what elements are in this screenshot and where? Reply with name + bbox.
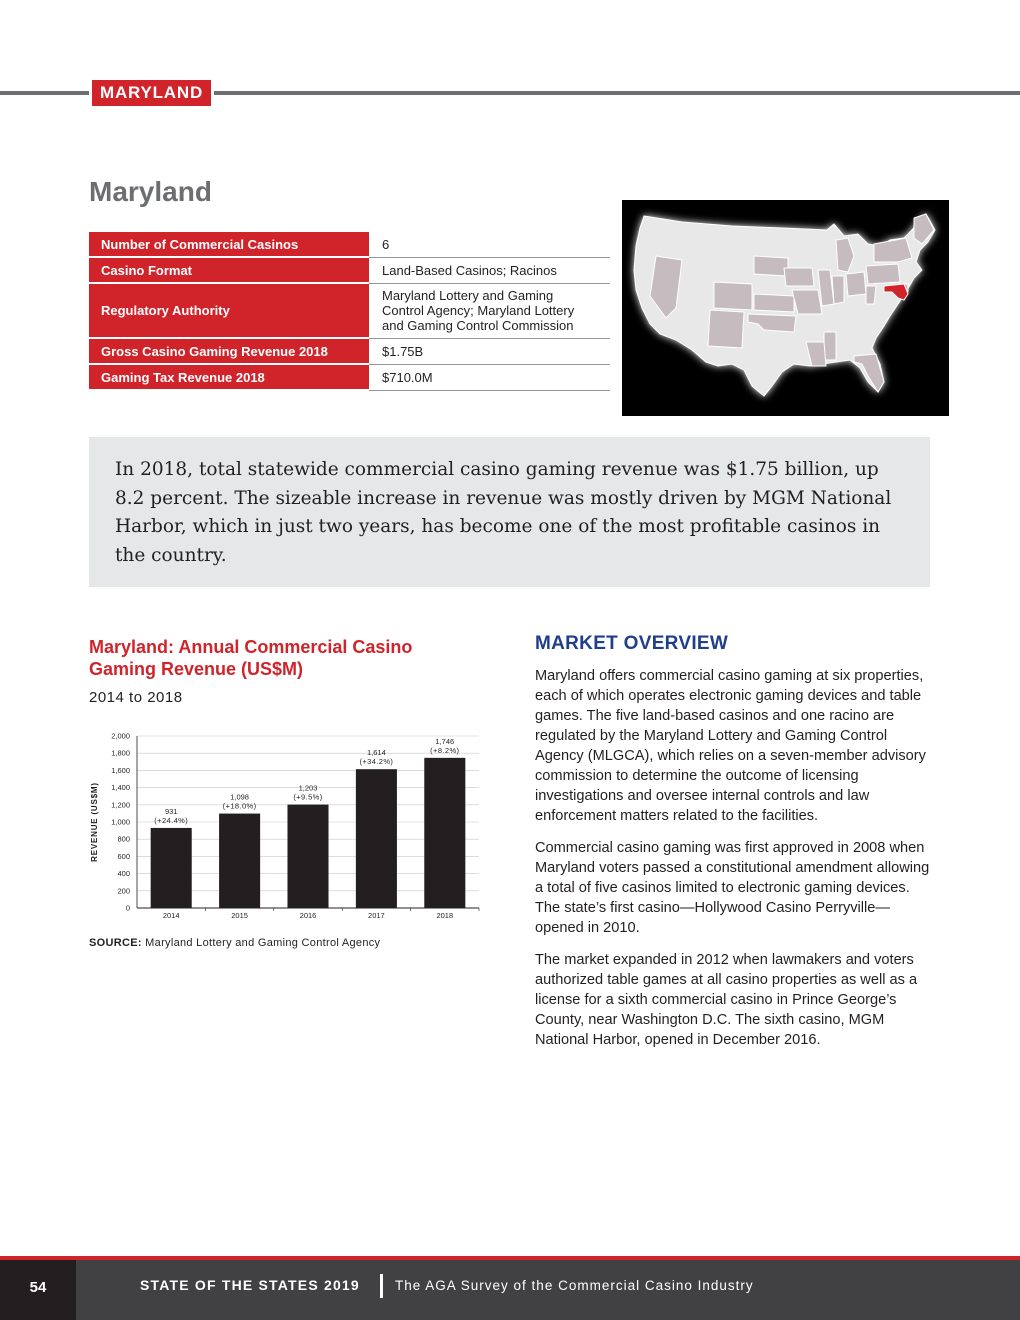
bar-2017	[356, 769, 397, 908]
value-label: 931	[164, 806, 178, 816]
page-title: Maryland	[89, 176, 212, 207]
callout-summary: In 2018, total statewide commercial casino gaming revenue was $1.75 billion, up 8.2 percent. The sizeable increase in revenue was mostly driven by MGM National Harbor, which in just two years, has become one of the most profitable casinos in the country.	[89, 437, 930, 587]
value-label: 1,614	[367, 748, 386, 758]
bar-2016	[287, 805, 328, 908]
market-overview-heading: MARKET OVERVIEW	[535, 633, 729, 654]
value-label: 1,746	[435, 736, 455, 746]
state-pennsylvania	[866, 264, 900, 284]
footer-title: STATE OF THE STATES 2019	[140, 1277, 360, 1293]
y-tick-label: 200	[117, 886, 130, 896]
overview-paragraph: Maryland offers commercial casino gaming at six properties, each of which operates electronic gaming devices and table games. The five land-based casinos and one racino are regulated by the Maryland Lottery and Gaming Control Agency (MLGCA), which relies on a seven-member advisory commission to determine the outcome of licensing investigations and oversee internal controls and law enforcement matters related to the facilities.	[535, 668, 926, 824]
y-tick-label: 1,800	[111, 748, 130, 758]
overview-paragraph: Commercial casino gaming was first approved in 2008 when Maryland voters passed a constitutional amendment allowing a total of five casinos limited to electronic gaming devices. The state’s first casino—Hollywood Casino Perryville—opened in 2010.	[535, 840, 930, 936]
revenue-bar-chart	[89, 728, 489, 928]
facts-row	[89, 283, 610, 338]
state-south-dakota	[754, 256, 788, 276]
fact-label: Gross Casino Gaming Revenue 2018	[89, 338, 369, 364]
footer-separator	[380, 1274, 383, 1298]
state-indiana	[832, 276, 844, 304]
state-ohio	[846, 272, 866, 296]
change-label: (+8.2%)	[430, 745, 460, 755]
fact-label: Gaming Tax Revenue 2018	[89, 364, 369, 390]
state-west-virginia	[866, 286, 876, 304]
facts-row	[89, 232, 610, 257]
facts-table	[89, 232, 610, 391]
fact-value: Land-Based Casinos; Racinos	[369, 257, 610, 283]
source-label: SOURCE:	[89, 937, 142, 949]
state-iowa	[784, 268, 814, 286]
chart-source	[89, 937, 380, 949]
change-label: (+34.2%)	[359, 757, 394, 767]
state-mississippi	[824, 332, 836, 360]
state-kansas	[754, 294, 794, 312]
value-label: 1,203	[298, 783, 318, 793]
bar-2015	[219, 814, 260, 908]
state-tag: MARYLAND	[89, 80, 214, 106]
y-tick-label: 1,600	[111, 765, 130, 775]
chart-subtitle: 2014 to 2018	[89, 689, 183, 706]
x-tick-label: 2016	[299, 911, 317, 920]
y-tick-label: 1,000	[111, 817, 130, 827]
x-tick-label: 2017	[368, 911, 385, 920]
y-axis-label: REVENUE (US$M)	[90, 782, 99, 862]
facts-row	[89, 257, 610, 283]
overview-paragraph: The market expanded in 2012 when lawmakers and voters authorized table games at all casino properties as well as a license for a sixth commercial casino in Prince George’s County, near Washington D.C. The sixth casino, MGM National Harbor, opened in December 2016.	[535, 952, 918, 1048]
y-tick-label: 600	[117, 851, 130, 861]
x-tick-label: 2018	[436, 911, 454, 920]
state-new-york	[874, 238, 912, 262]
y-tick-label: 0	[125, 903, 130, 913]
y-tick-label: 800	[117, 834, 130, 844]
bar-2018	[424, 758, 465, 908]
source-text: Maryland Lottery and Gaming Control Agency	[141, 937, 381, 949]
chart-title: Maryland: Annual Commercial Casino Gaming Revenue (US$M)	[89, 637, 413, 679]
state-florida	[854, 354, 884, 392]
y-tick-label: 2,000	[111, 731, 130, 741]
fact-label: Regulatory Authority	[89, 283, 369, 338]
fact-value: $1.75B	[369, 338, 610, 364]
x-tick-label: 2014	[162, 911, 180, 920]
facts-row	[89, 364, 610, 390]
change-label: (+9.5%)	[293, 792, 323, 802]
fact-label: Number of Commercial Casinos	[89, 232, 369, 257]
state-maine	[914, 214, 934, 244]
us-map-graphic	[622, 200, 949, 416]
page-number: 54	[0, 1260, 76, 1320]
change-label: (+18.0%)	[222, 801, 257, 811]
fact-label: Casino Format	[89, 257, 369, 283]
value-label: 1,098	[230, 792, 249, 802]
y-tick-label: 400	[117, 869, 130, 879]
fact-value: Maryland Lottery and Gaming Control Agency; Maryland Lottery and Gaming Control Commission	[369, 283, 610, 338]
us-map	[622, 200, 949, 416]
change-label: (+24.4%)	[154, 815, 189, 825]
x-tick-label: 2015	[231, 911, 248, 920]
footer	[0, 1260, 1020, 1320]
bar-2014	[151, 828, 192, 908]
state-colorado	[714, 282, 752, 310]
state-new-mexico	[708, 310, 744, 348]
fact-value: $710.0M	[369, 364, 610, 390]
fact-value: 6	[369, 232, 610, 257]
y-tick-label: 1,400	[111, 783, 130, 793]
y-tick-label: 1,200	[111, 800, 130, 810]
facts-row	[89, 338, 610, 364]
footer-subtitle: The AGA Survey of the Commercial Casino Industry	[395, 1278, 754, 1293]
market-overview-body	[535, 666, 930, 1062]
